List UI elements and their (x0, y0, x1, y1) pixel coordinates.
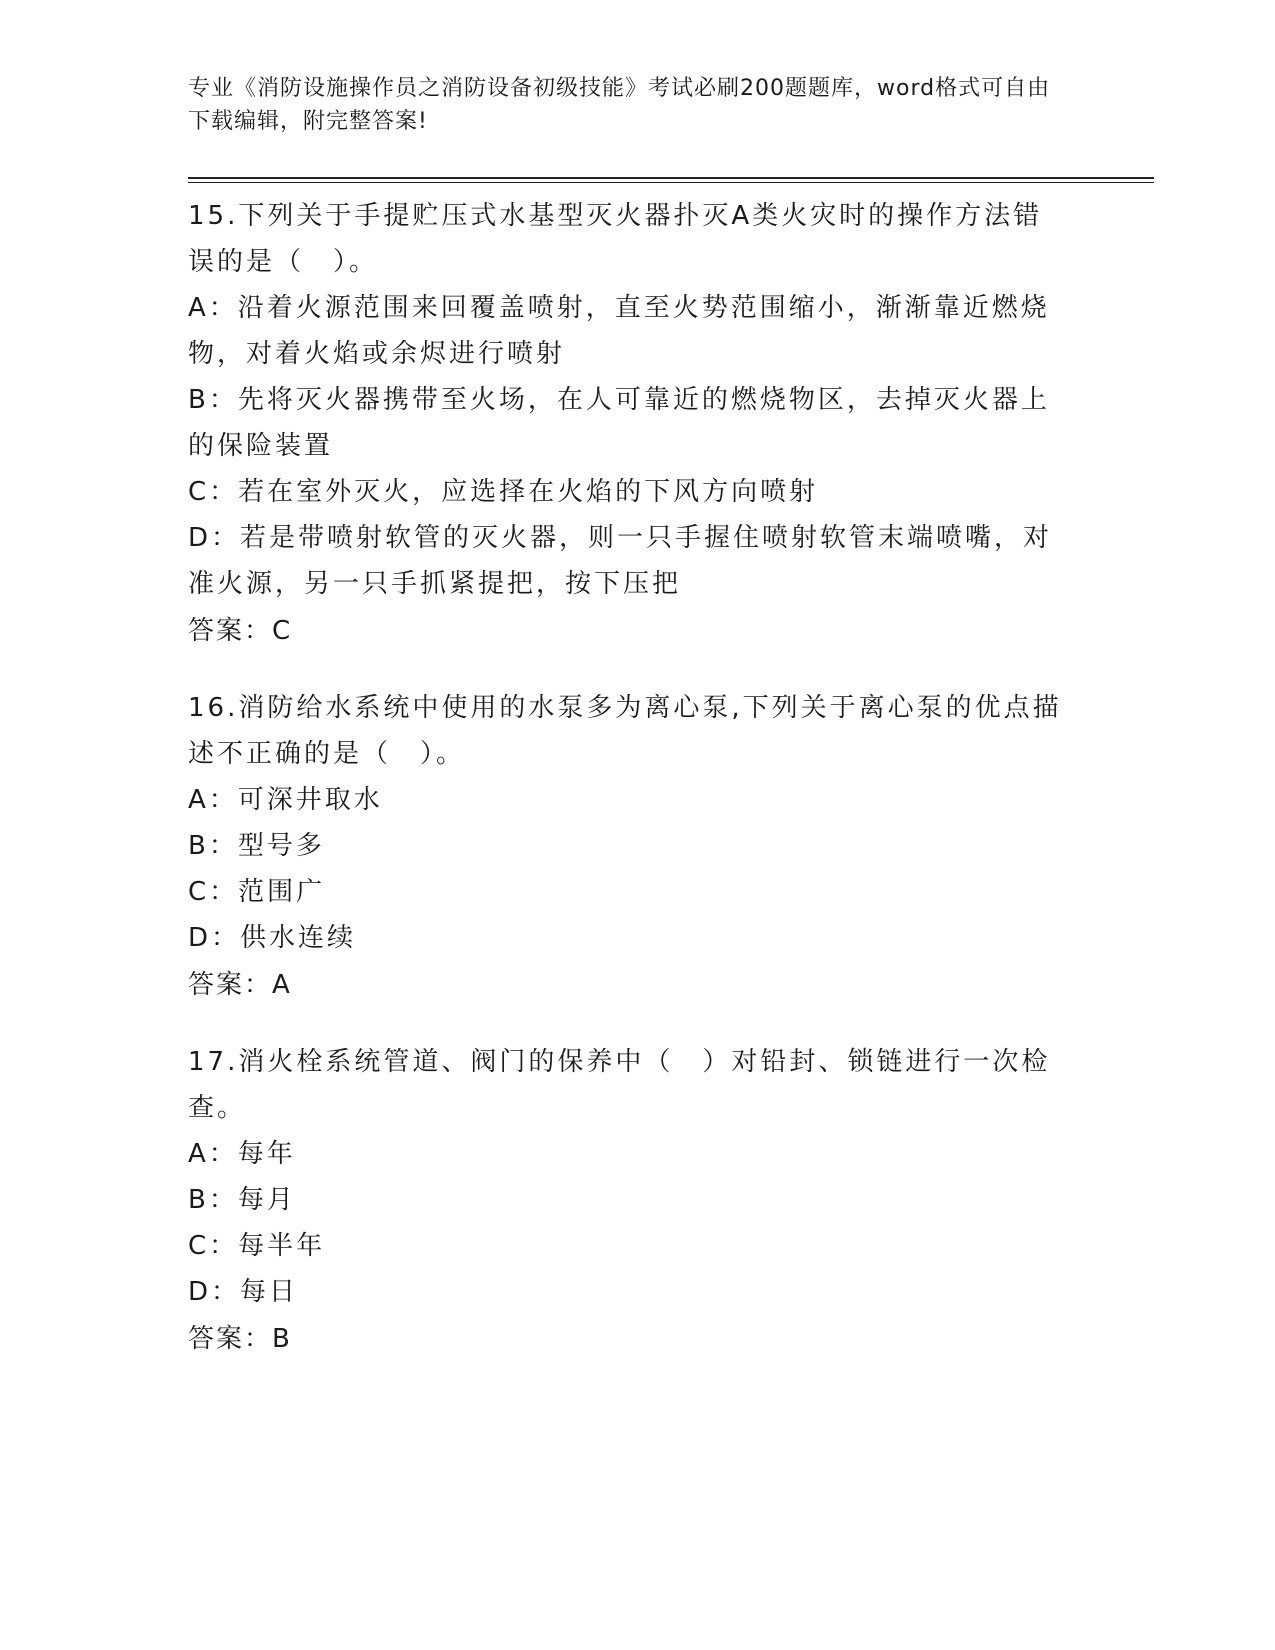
option-a: A：每年 (188, 1139, 296, 1169)
option-b: B：型号多 (188, 831, 325, 861)
question-item (188, 193, 1068, 655)
option-d: D：每日 (188, 1277, 299, 1307)
question-stem: 16.消防给水系统中使用的水泵多为离心泵,下列关于离心泵的优点描述不正确的是（ ）。 (188, 693, 1062, 769)
question-item (188, 1039, 1068, 1363)
question-stem: 15.下列关于手提贮压式水基型灭火器扑灭A类火灾时的操作方法错误的是（ ）。 (188, 201, 1043, 277)
option-d: D：供水连续 (188, 923, 357, 953)
option-b: B：每月 (188, 1185, 296, 1215)
answer-line: 答案：C (188, 616, 293, 646)
option-a: A：可深井取水 (188, 785, 383, 815)
option-c: C：范围广 (188, 877, 326, 907)
header-divider-thin (188, 182, 1154, 183)
header-divider-thick (188, 177, 1154, 179)
option-c: C：每半年 (188, 1231, 326, 1261)
document-header: 专业《消防设施操作员之消防设备初级技能》考试必刷200题题库，word格式可自由下载编辑，附完整答案! (188, 76, 1051, 134)
option-d: D：若是带喷射软管的灭火器，则一只手握住喷射软管末端喷嘴，对准火源，另一只手抓紧提把，按下压把 (188, 523, 1053, 599)
question-list (188, 193, 1068, 1393)
answer-line: 答案：A (188, 970, 292, 1000)
option-a: A：沿着火源范围来回覆盖喷射，直至火势范围缩小，渐渐靠近燃烧物，对着火焰或余烬进行喷射 (188, 293, 1050, 369)
question-item (188, 685, 1068, 1009)
option-c: C：若在室外灭火，应选择在火焰的下风方向喷射 (188, 477, 819, 507)
option-b: B：先将灭火器携带至火场，在人可靠近的燃烧物区，去掉灭火器上的保险装置 (188, 385, 1050, 461)
answer-line: 答案：B (188, 1324, 292, 1354)
question-stem: 17.消火栓系统管道、阀门的保养中（ ）对铅封、锁链进行一次检查。 (188, 1047, 1051, 1123)
